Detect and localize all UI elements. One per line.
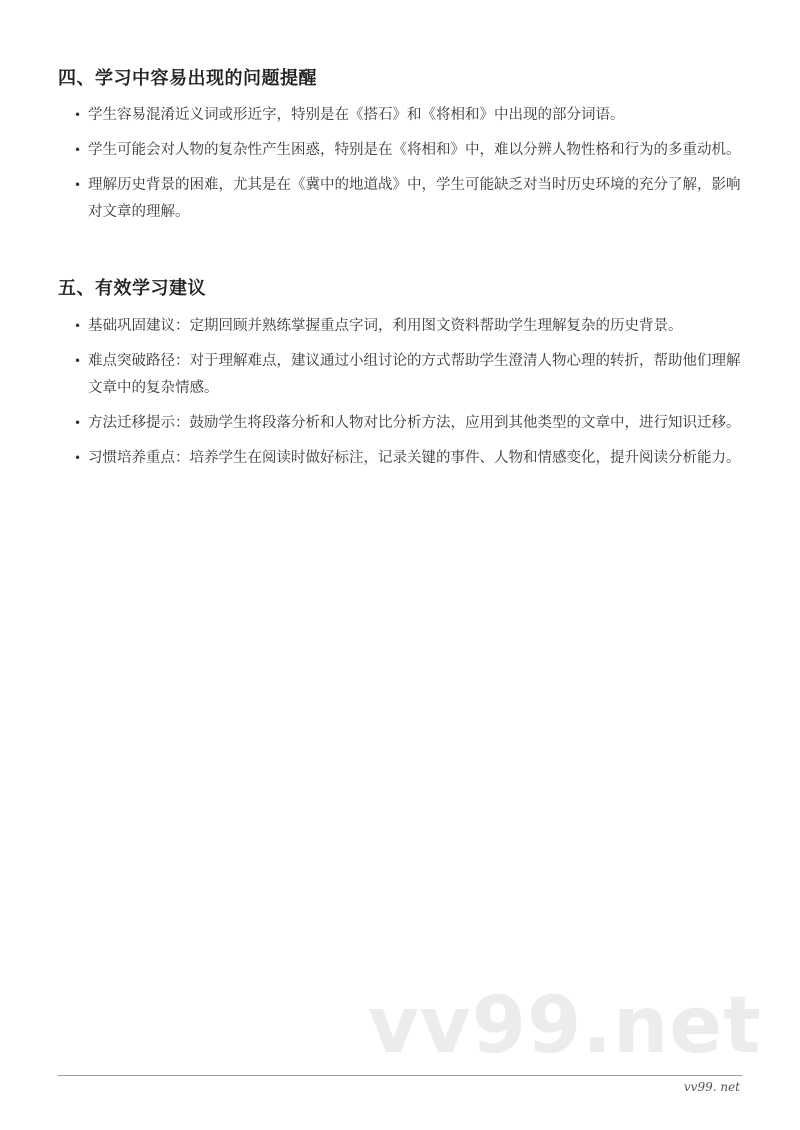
section-title-suggestions: 五、有效学习建议	[58, 278, 206, 299]
list-item: • 基础巩固建议：定期回顾并熟练掌握重点字词，利用图文资料帮助学生理解复杂的历史背景。	[58, 313, 748, 340]
bullet-icon: •	[74, 416, 82, 430]
list-item: • 理解历史背景的困难，尤其是在《冀中的地道战》中，学生可能缺乏对当时历史环境的充分了解，影响对文章的理解。	[58, 172, 748, 226]
bullet-icon: •	[74, 451, 82, 465]
bullet-icon: •	[74, 354, 82, 368]
bullet-icon: •	[74, 108, 82, 122]
list-item: • 学生容易混淆近义词或形近字，特别是在《搭石》和《将相和》中出现的部分词语。	[58, 102, 748, 129]
problems-list	[58, 102, 748, 234]
list-item: • 难点突破路径：对于理解难点，建议通过小组讨论的方式帮助学生澄清人物心理的转折，帮助他们理解文章中的复杂情感。	[58, 348, 748, 402]
suggestions-list	[58, 313, 748, 480]
list-item: • 方法迁移提示：鼓励学生将段落分析和人物对比分析方法，应用到其他类型的文章中，进行知识迁移。	[58, 410, 748, 437]
bullet-icon: •	[74, 143, 82, 157]
section-title-problems: 四、学习中容易出现的问题提醒	[58, 68, 317, 89]
footer-site-label: vv99. net	[683, 1080, 740, 1094]
list-item: • 学生可能会对人物的复杂性产生困惑，特别是在《将相和》中，难以分辨人物性格和行为的多重动机。	[58, 137, 748, 164]
list-item: • 习惯培养重点：培养学生在阅读时做好标注，记录关键的事件、人物和情感变化，提升阅读分析能力。	[58, 445, 748, 472]
bullet-icon: •	[74, 178, 82, 192]
bullet-icon: •	[74, 319, 82, 333]
watermark: vv99.net	[368, 981, 762, 1071]
footer-divider	[58, 1075, 742, 1076]
